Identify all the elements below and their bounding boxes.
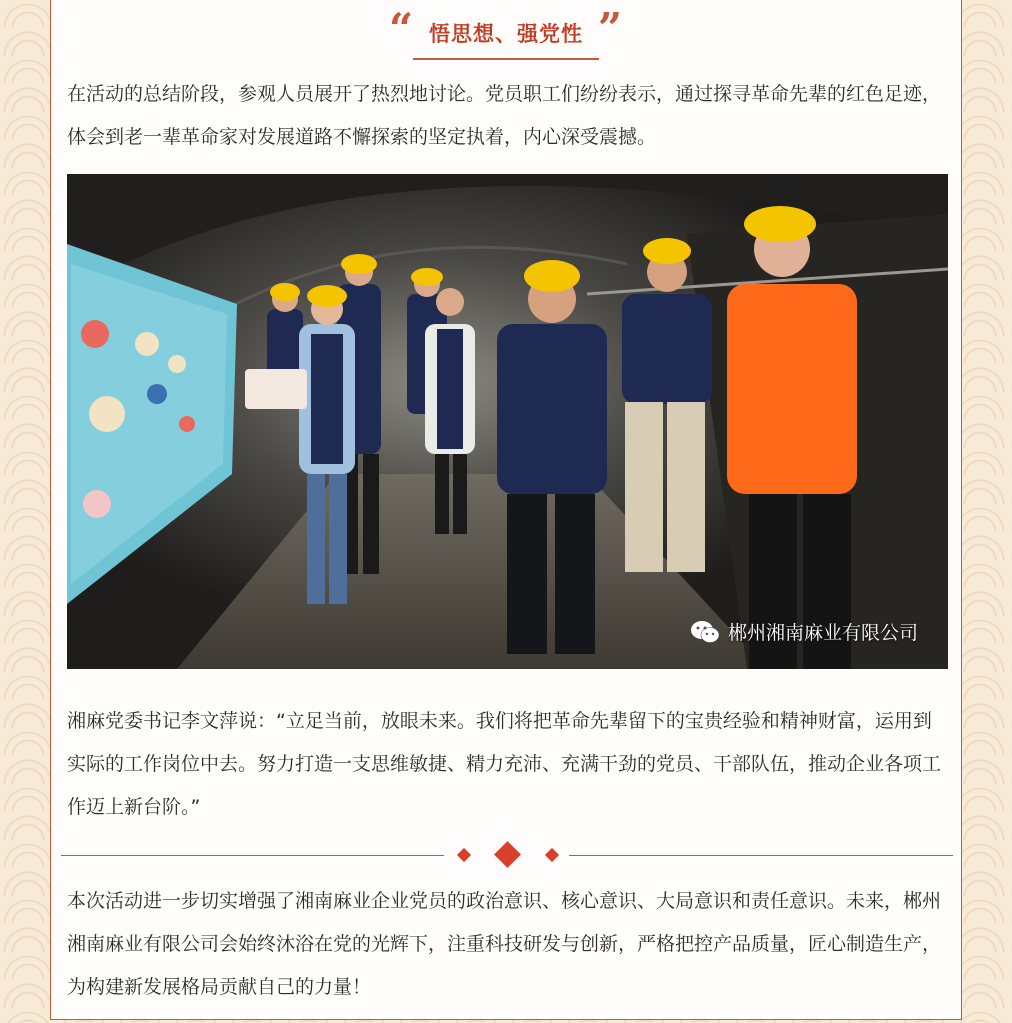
open-quote-ornament: “ [389,4,415,53]
photo-watermark [690,618,918,645]
divider-line-left [61,855,444,856]
title-underline [413,58,599,60]
section-title: 悟思想、强党性 [429,21,583,46]
quote-paragraph: 湘麻党委书记李文萍说：“立足当前，放眼未来。我们将把革命先辈留下的宝贵经验和精神财富，运用到实际的工作岗位中去。努力打造一支思维敏捷、精力充沛、充满干劲的党员、干部队伍，推动企业各项工作迈上新台阶。” [67,710,942,818]
diamond-ornament-large [494,841,521,868]
close-quote-ornament: ” [597,4,623,53]
divider-line-right [569,855,953,856]
wechat-icon [690,620,720,644]
article-card [50,0,962,1020]
ornament-divider [61,844,953,866]
section-heading [51,4,961,60]
intro-paragraph: 在活动的总结阶段，参观人员展开了热烈地讨论。党员职工们纷纷表示，通过探寻革命先辈的红色足迹，体会到老一辈革命家对发展道路不懈探索的坚定执着，内心深受震撼。 [67,83,942,148]
watermark-text: 郴州湘南麻业有限公司 [727,623,918,644]
section-title-box [389,4,623,60]
diamond-ornament-small [545,848,559,862]
diamond-ornament-small [457,848,471,862]
closing-paragraph: 本次活动进一步切实增强了湘南麻业企业党员的政治意识、核心意识、大局意识和责任意识。未来，郴州湘南麻业有限公司会始终沐浴在党的光辉下，注重科技研发与创新，严格把控产品质量，匠心制造生产，为构建新发展格局贡献自己的力量！ [67,890,942,998]
tunnel-visit-photo [67,174,948,669]
photo-illustration [67,174,948,669]
